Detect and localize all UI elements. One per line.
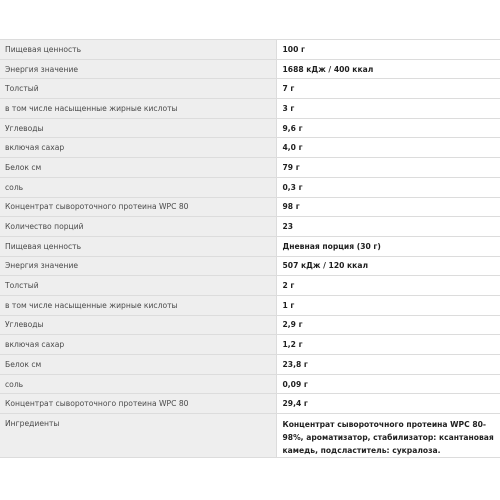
ingredients-value: Концентрат сывороточного протеина WPC 80-98%, ароматизатор, стабилизатор: ксантановая камедь, подсластитель: сукралоза.: [276, 414, 500, 458]
table-row-ingredients: [0, 414, 500, 458]
row-value: 1,2 г: [276, 335, 500, 355]
row-label: включая сахар: [0, 138, 276, 158]
row-value: 98 г: [276, 197, 500, 217]
row-value: 23,8 г: [276, 355, 500, 375]
row-label: Энергия значение: [0, 59, 276, 79]
row-label: Белок см: [0, 158, 276, 178]
row-value: 2,9 г: [276, 315, 500, 335]
table-row: [0, 79, 500, 99]
table-row: [0, 158, 500, 178]
row-label: включая сахар: [0, 335, 276, 355]
table-row: [0, 138, 500, 158]
table-row: [0, 256, 500, 276]
table-row: [0, 295, 500, 315]
row-label: Количество порций: [0, 217, 276, 237]
table-row: [0, 355, 500, 375]
row-label: Энергия значение: [0, 256, 276, 276]
row-label: в том числе насыщенные жирные кислоты: [0, 99, 276, 119]
row-label: Ингредиенты: [0, 414, 276, 458]
row-value: 0,3 г: [276, 177, 500, 197]
table-row: [0, 197, 500, 217]
nutrition-table: [0, 39, 500, 458]
row-label: соль: [0, 177, 276, 197]
table-row: [0, 99, 500, 119]
row-label: в том числе насыщенные жирные кислоты: [0, 295, 276, 315]
row-value: 23: [276, 217, 500, 237]
table-row: [0, 315, 500, 335]
row-label: Пищевая ценность: [0, 40, 276, 60]
row-label: Углеводы: [0, 315, 276, 335]
table-row: [0, 276, 500, 296]
row-label: Толстый: [0, 276, 276, 296]
row-label: Толстый: [0, 79, 276, 99]
table-row: [0, 40, 500, 60]
row-value: 3 г: [276, 99, 500, 119]
row-label: Концентрат сывороточного протеина WPC 80: [0, 394, 276, 414]
row-label: соль: [0, 374, 276, 394]
row-value: 4,0 г: [276, 138, 500, 158]
row-value: 1688 кДж / 400 ккал: [276, 59, 500, 79]
row-value: Дневная порция (30 г): [276, 236, 500, 256]
row-value: 79 г: [276, 158, 500, 178]
row-label: Пищевая ценность: [0, 236, 276, 256]
row-value: 1 г: [276, 295, 500, 315]
row-value: 2 г: [276, 276, 500, 296]
row-label: Концентрат сывороточного протеина WPC 80: [0, 197, 276, 217]
row-label: Углеводы: [0, 118, 276, 138]
row-value: 100 г: [276, 40, 500, 60]
table-row: [0, 177, 500, 197]
row-value: 9,6 г: [276, 118, 500, 138]
row-value: 7 г: [276, 79, 500, 99]
table-row: [0, 335, 500, 355]
row-label: Белок см: [0, 355, 276, 375]
table-row: [0, 236, 500, 256]
row-value: 0,09 г: [276, 374, 500, 394]
table-row: [0, 374, 500, 394]
table-row: [0, 59, 500, 79]
row-value: 507 кДж / 120 ккал: [276, 256, 500, 276]
table-row: [0, 217, 500, 237]
table-row: [0, 394, 500, 414]
table-row: [0, 118, 500, 138]
row-value: 29,4 г: [276, 394, 500, 414]
